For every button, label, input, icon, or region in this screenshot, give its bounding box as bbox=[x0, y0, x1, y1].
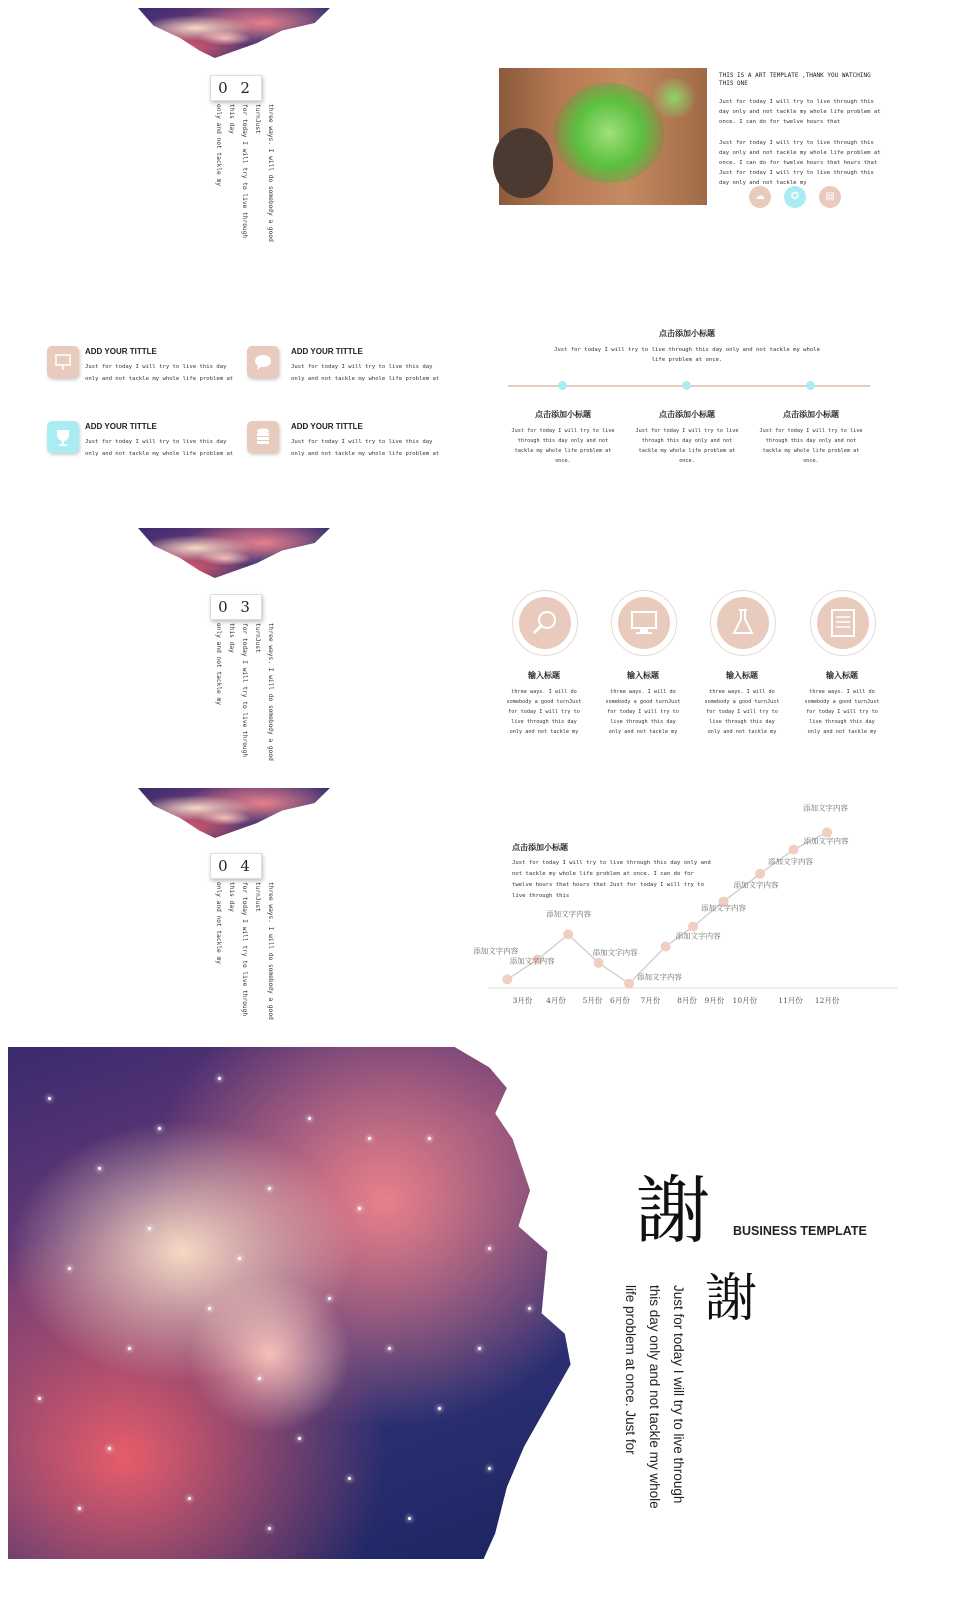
point-label: 添加文字内容 bbox=[546, 909, 592, 919]
data-point bbox=[594, 958, 604, 968]
timeline-item-title-1: 点击添加小标题 bbox=[535, 409, 591, 419]
circle-title-4: 输入标题 bbox=[826, 670, 858, 680]
month-label: 7月份 bbox=[640, 996, 661, 1005]
circle-text-1: three ways. I will do somebody a good turnJust for today I will try to live through this day only and not tackle my bbox=[506, 689, 582, 735]
timeline-dot-2 bbox=[682, 381, 691, 390]
data-point bbox=[624, 979, 634, 989]
star bbox=[108, 1447, 111, 1450]
line-chart bbox=[473, 800, 898, 1010]
timeline-item-title-2: 点击添加小标题 bbox=[659, 409, 715, 419]
thanks-char-1: 謝 bbox=[636, 1168, 710, 1254]
star bbox=[78, 1507, 81, 1510]
thanks-vertical-text: Just for today I will try to live through this day only and not tackle my whole life problem at once. Just for bbox=[623, 1285, 686, 1509]
art-paragraph-2: Just for today I will try to live through this day only and not tackle my whole life problem at once. I can do for twelve hours that hours that Just for today I will try to live through this day only and not tackle my bbox=[719, 140, 881, 186]
feature-text-1: Just for today I will try to live this day only and not tackle my whole life problem at bbox=[85, 364, 234, 382]
presentation-icon bbox=[47, 346, 79, 378]
star bbox=[238, 1257, 241, 1260]
point-label: 添加文字内容 bbox=[803, 803, 849, 813]
trophy-icon bbox=[47, 421, 79, 453]
point-label: 添加文字内容 bbox=[803, 836, 849, 846]
star bbox=[528, 1307, 531, 1310]
star bbox=[328, 1297, 331, 1300]
timeline-item-title-3: 点击添加小标题 bbox=[783, 409, 839, 419]
month-label: 3月份 bbox=[512, 996, 533, 1005]
tagline: BUSINESS TEMPLATE bbox=[733, 1224, 867, 1238]
point-label: 添加文字内容 bbox=[637, 972, 683, 982]
star bbox=[438, 1407, 441, 1410]
search-icon bbox=[512, 590, 578, 656]
cloud-icon[interactable]: ☁ bbox=[749, 186, 771, 208]
point-label: 添加文字内容 bbox=[592, 947, 638, 957]
month-label: 6月份 bbox=[610, 996, 630, 1005]
plant-photo bbox=[499, 68, 707, 205]
month-label: 12月份 bbox=[814, 996, 840, 1005]
point-label: 添加文字内容 bbox=[675, 931, 721, 941]
art-heading: THIS IS A ART TEMPLATE ,THANK YOU WATCHING THIS ONE bbox=[719, 72, 871, 87]
star bbox=[368, 1137, 371, 1140]
star bbox=[488, 1247, 491, 1250]
section-04-vertical-text: three ways. I will do somebody a good turnJust for today I will try to live through this day only and not tackle my bbox=[215, 882, 274, 1020]
feature-text-3: Just for today I will try to live this day only and not tackle my whole life problem at bbox=[85, 439, 234, 457]
star bbox=[308, 1117, 311, 1120]
timeline-dot-1 bbox=[558, 381, 567, 390]
data-point bbox=[563, 929, 573, 939]
star bbox=[268, 1187, 271, 1190]
point-label: 添加文字内容 bbox=[473, 946, 519, 956]
star bbox=[158, 1127, 161, 1130]
timeline-subtitle: Just for today I will try to live through this day only and not tackle my whole life problem at once. bbox=[553, 347, 821, 363]
chart-block-title: 点击添加小标题 bbox=[512, 842, 568, 852]
series-line bbox=[507, 832, 827, 983]
month-label: 8月份 bbox=[677, 996, 697, 1005]
star bbox=[388, 1347, 391, 1350]
galaxy-banner-04 bbox=[138, 788, 330, 838]
timeline-title: 点击添加小标题 bbox=[659, 328, 715, 338]
star bbox=[408, 1517, 411, 1520]
feature-title-2: ADD YOUR TITTLE bbox=[291, 347, 363, 356]
star bbox=[258, 1377, 261, 1380]
timeline-item-text-3: Just for today I will try to live through this day only and not tackle my whole life problem at once. bbox=[759, 428, 863, 464]
circle-title-1: 输入标题 bbox=[528, 670, 560, 680]
document-icon bbox=[810, 590, 876, 656]
share-icon[interactable]: ✪ bbox=[784, 186, 806, 208]
chart-block-text: Just for today I will try to live through this day only and not tackle my whole life problem at once. I can do for twelve hours that hours that Just for today I will try to live through this bbox=[512, 860, 711, 899]
star bbox=[268, 1527, 271, 1530]
month-label: 4月份 bbox=[546, 996, 566, 1005]
circle-title-3: 输入标题 bbox=[726, 670, 758, 680]
feature-title-4: ADD YOUR TITTLE bbox=[291, 422, 363, 431]
feature-title-1: ADD YOUR TITTLE bbox=[85, 347, 157, 356]
feature-text-2: Just for today I will try to live this day only and not tackle my whole life problem at bbox=[291, 364, 440, 382]
star bbox=[358, 1207, 361, 1210]
data-point bbox=[688, 922, 698, 932]
star bbox=[38, 1397, 41, 1400]
star bbox=[188, 1497, 191, 1500]
star bbox=[128, 1347, 131, 1350]
point-label: 添加文字内容 bbox=[509, 956, 555, 966]
star bbox=[348, 1477, 351, 1480]
section-number-02: 0 2 bbox=[210, 75, 262, 101]
galaxy-thanks-image bbox=[8, 1047, 588, 1559]
star bbox=[478, 1347, 481, 1350]
section-03-vertical-text: three ways. I will do somebody a good turnJust for today I will try to live through this day only and not tackle my bbox=[215, 623, 274, 761]
month-label: 9月份 bbox=[704, 996, 725, 1005]
galaxy-banner-03 bbox=[138, 528, 330, 578]
star bbox=[68, 1267, 71, 1270]
month-label: 10月份 bbox=[732, 996, 758, 1005]
star bbox=[298, 1437, 301, 1440]
database-icon bbox=[247, 421, 279, 453]
section-number-03: 0 3 bbox=[210, 594, 262, 620]
art-paragraph-1: Just for today I will try to live through this day only and not tackle my whole life problem at once. I can do for twelve hours that bbox=[719, 99, 881, 125]
month-label: 5月份 bbox=[582, 996, 603, 1005]
month-label: 11月份 bbox=[778, 996, 803, 1005]
plant-pot bbox=[493, 128, 553, 198]
data-point bbox=[502, 974, 512, 984]
star bbox=[208, 1307, 211, 1310]
point-label: 添加文字内容 bbox=[701, 903, 747, 913]
monitor-icon bbox=[611, 590, 677, 656]
circle-text-3: three ways. I will do somebody a good turnJust for today I will try to live through this day only and not tackle my bbox=[704, 689, 780, 735]
star bbox=[48, 1097, 51, 1100]
data-point bbox=[755, 869, 765, 879]
data-point bbox=[661, 941, 671, 951]
timeline-item-text-2: Just for today I will try to live through this day only and not tackle my whole life problem at once. bbox=[635, 428, 739, 464]
timeline-dot-3 bbox=[806, 381, 815, 390]
star bbox=[98, 1167, 101, 1170]
flask-icon bbox=[710, 590, 776, 656]
star bbox=[148, 1227, 151, 1230]
star bbox=[218, 1077, 221, 1080]
star bbox=[428, 1137, 431, 1140]
point-label: 添加文字内容 bbox=[768, 856, 814, 866]
thanks-char-2: 謝 bbox=[705, 1269, 758, 1329]
feature-title-3: ADD YOUR TITTLE bbox=[85, 422, 157, 431]
circle-title-2: 输入标题 bbox=[627, 670, 659, 680]
timeline-item-text-1: Just for today I will try to live through this day only and not tackle my whole life problem at once. bbox=[511, 428, 615, 464]
circle-text-2: three ways. I will do somebody a good turnJust for today I will try to live through this day only and not tackle my bbox=[605, 689, 681, 735]
section-02-vertical-text: three ways. I will do somebody a good turnJust for today I will try to live through this day only and not tackle my bbox=[215, 104, 274, 242]
point-label: 添加文字内容 bbox=[733, 880, 779, 890]
feature-text-4: Just for today I will try to live this day only and not tackle my whole life problem at bbox=[291, 439, 440, 457]
star bbox=[488, 1467, 491, 1470]
chart-icon[interactable]: ▤ bbox=[819, 186, 841, 208]
section-number-04: 0 4 bbox=[210, 853, 262, 879]
circle-text-4: three ways. I will do somebody a good turnJust for today I will try to live through this day only and not tackle my bbox=[804, 689, 880, 735]
chat-icon bbox=[247, 346, 279, 378]
data-point bbox=[789, 845, 799, 855]
plant-leaves bbox=[554, 83, 664, 183]
galaxy-banner-02 bbox=[138, 8, 330, 58]
